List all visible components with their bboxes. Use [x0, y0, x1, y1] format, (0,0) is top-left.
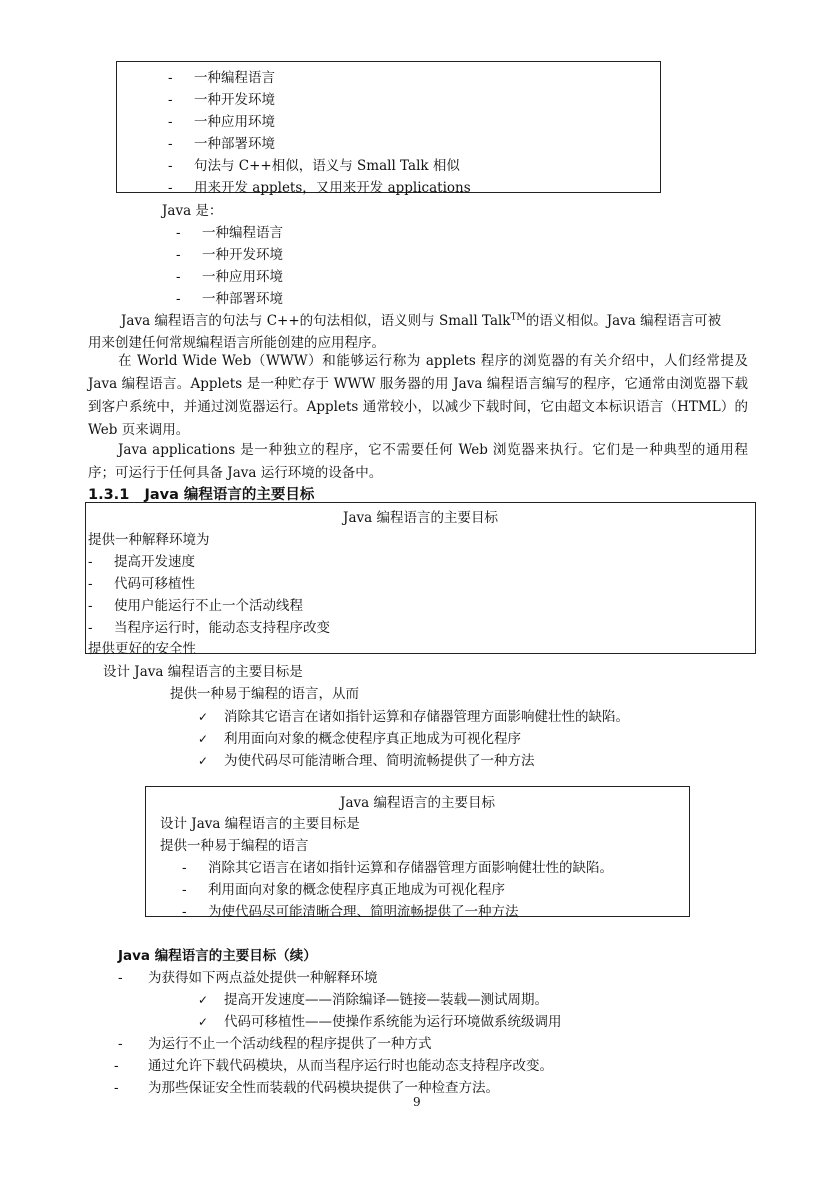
java-is-item: - 一种应用环境: [176, 269, 283, 285]
paragraph-1-line-1: Java 编程语言的句法与 C++的句法相似，语义则与 Small Talk™的语义相似。Java 编程语言可被: [121, 312, 722, 329]
page-number: 9: [413, 1095, 421, 1109]
goals-box-item: - 代码可移植性: [88, 576, 195, 592]
paragraph-2: 在 World Wide Web（WWW）和能够运行称为 applets 程序的浏览器的有关介绍中，人们经常提及 Java 编程语言。Applets 是一种贮存于 WWW 服务器的用 Java 编程语言编写的程序，它通常由浏览器下载到客户系统中，并通过浏览器运行。Applets 通常较小，以减少下载时间，它由超文本标识语言（HTML）的 Web 页来调用。: [88, 353, 748, 438]
java-is-label: Java 是：: [162, 203, 223, 219]
box1-item: - 一种应用环境: [168, 114, 275, 130]
design-goals-box-title: Java 编程语言的主要目标: [340, 795, 495, 811]
cont-sub-item: ✓ 提高开发速度——消除编译—链接—装载—测试周期。: [198, 992, 548, 1008]
design-goals-box-item: - 利用面向对象的概念使程序真正地成为可视化程序: [182, 882, 505, 898]
goals-box-item: - 提高开发速度: [88, 554, 195, 570]
check-icon: ✓: [198, 1015, 209, 1029]
goals-item: ✓ 利用面向对象的概念使程序真正地成为可视化程序: [198, 731, 521, 747]
goals-item: ✓ 为使代码尽可能清晰合理、简明流畅提供了一种方法: [198, 753, 535, 769]
goals-item: ✓ 消除其它语言在诸如指针运算和存储器管理方面影响健壮性的缺陷。: [198, 709, 629, 725]
java-is-item: - 一种编程语言: [176, 225, 283, 241]
section-number: 1.3.1: [88, 487, 130, 503]
cont-sub-item: ✓ 代码可移植性——使操作系统能为运行环境做系统级调用: [198, 1014, 562, 1030]
check-icon: ✓: [198, 754, 209, 768]
design-goals-box-item: - 消除其它语言在诸如指针运算和存储器管理方面影响健壮性的缺陷。: [182, 860, 613, 876]
box1-item: - 一种编程语言: [168, 70, 275, 86]
check-icon: ✓: [198, 710, 209, 724]
goals-box-item: - 使用户能运行不止一个活动线程: [88, 598, 303, 614]
java-is-item: - 一种开发环境: [176, 247, 283, 263]
design-goals-box-line: 提供一种易于编程的语言: [160, 838, 309, 854]
goals-box-line: 提供更好的安全性: [88, 641, 196, 657]
goals-box-title: Java 编程语言的主要目标: [343, 510, 498, 526]
design-goals-box-item: - 为使代码尽可能清晰合理、简明流畅提供了一种方法: [182, 904, 519, 920]
box1-item: - 句法与 C++相似，语义与 Small Talk 相似: [168, 158, 460, 174]
cont-item: - 通过允许下载代码模块，从而当程序运行时也能动态支持程序改变。: [114, 1058, 553, 1074]
section-heading: [88, 483, 314, 504]
goals-sub: 提供一种易于编程的语言，从而: [170, 686, 359, 702]
goals-intro: 设计 Java 编程语言的主要目标是: [103, 664, 303, 680]
check-icon: ✓: [198, 993, 209, 1007]
box1-item: - 一种部署环境: [168, 136, 275, 152]
java-is-item: - 一种部署环境: [176, 291, 283, 307]
goals-box-item: - 当程序运行时，能动态支持程序改变: [88, 620, 330, 636]
goals-box-line: 提供一种解释环境为: [88, 532, 210, 548]
design-goals-box-line: 设计 Java 编程语言的主要目标是: [160, 816, 360, 832]
box1-item: - 一种开发环境: [168, 92, 275, 108]
continued-heading: Java 编程语言的主要目标（续）: [118, 948, 317, 964]
paragraph-3: Java applications 是一种独立的程序，它不需要任何 Web 浏览器来执行。它们是一种典型的通用程序；可运行于任何具备 Java 运行环境的设备中。: [88, 442, 748, 481]
box1-item: - 用来开发 applets，又用来开发 applications: [168, 180, 471, 196]
paragraph-1-line-2: 用来创建任何常规编程语言所能创建的应用程序。: [88, 335, 385, 351]
cont-item: - 为获得如下两点益处提供一种解释环境: [118, 970, 378, 986]
section-title: Java 编程语言的主要目标: [144, 487, 315, 503]
cont-item: - 为运行不止一个活动线程的程序提供了一种方式: [118, 1036, 432, 1052]
check-icon: ✓: [198, 732, 209, 746]
cont-item: - 为那些保证安全性而装载的代码模块提供了一种检查方法。: [114, 1080, 499, 1096]
